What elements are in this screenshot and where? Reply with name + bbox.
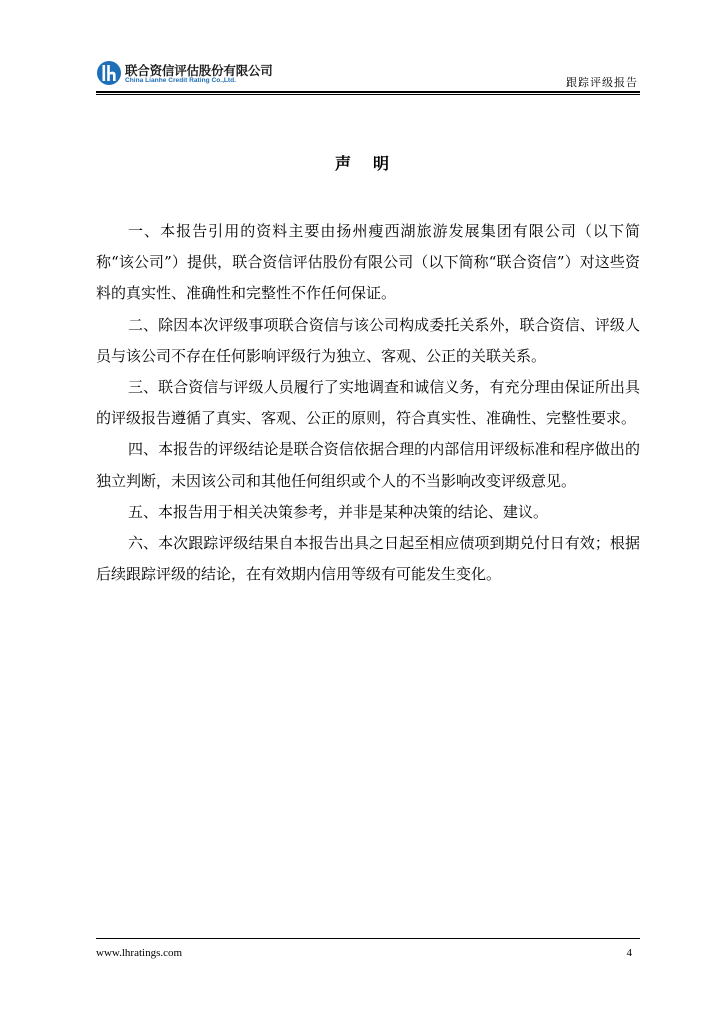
statement-paragraph-1: 一、本报告引用的资料主要由扬州瘦西湖旅游发展集团有限公司（以下简称“该公司”）提供，联合资信评估股份有限公司（以下简称“联合资信”）对这些资料的真实性、准确性和完整性不作任何保证。 — [96, 222, 640, 303]
statement-paragraph-3: 三、联合资信与评级人员履行了实地调查和诚信义务，有充分理由保证所出具的评级报告遵循了真实、客观、公正的原则，符合真实性、准确性、完整性要求。 — [96, 378, 640, 428]
report-type-label: 跟踪评级报告 — [566, 76, 638, 89]
page-header — [96, 58, 640, 92]
footer-rule — [96, 938, 640, 939]
statement-paragraph-2: 二、除因本次评级事项联合资信与该公司构成委托关系外，联合资信、评级人员与该公司不存在任何影响评级行为独立、客观、公正的关联关系。 — [96, 315, 640, 365]
page-number: 4 — [626, 947, 632, 959]
statement-paragraph-4: 四、本报告的评级结论是联合资信依据合理的内部信用评级标准和程序做出的独立判断，未因该公司和其他任何组织或个人的不当影响改变评级意见。 — [96, 440, 640, 490]
logo-company-name-en: China Lianhe Credit Rating Co.,Ltd. — [125, 77, 236, 84]
lianhe-logo-icon — [96, 60, 122, 86]
logo-company-name-cn: 联合资信评估股份有限公司 — [125, 63, 273, 78]
statement-paragraph-6: 六、本次跟踪评级结果自本报告出具之日起至相应债项到期兑付日有效；根据后续跟踪评级的结论，在有效期内信用等级有可能发生变化。 — [96, 534, 640, 584]
footer-website: www.lhratings.com — [96, 947, 183, 959]
statement-body — [96, 216, 640, 590]
header-rule-thick — [96, 91, 640, 93]
header-rule-thin — [96, 94, 640, 95]
page-title: 声明 — [334, 154, 411, 173]
company-logo — [96, 60, 336, 90]
statement-paragraph-5: 五、本报告用于相关决策参考，并非是某种决策的结论、建议。 — [128, 502, 549, 521]
